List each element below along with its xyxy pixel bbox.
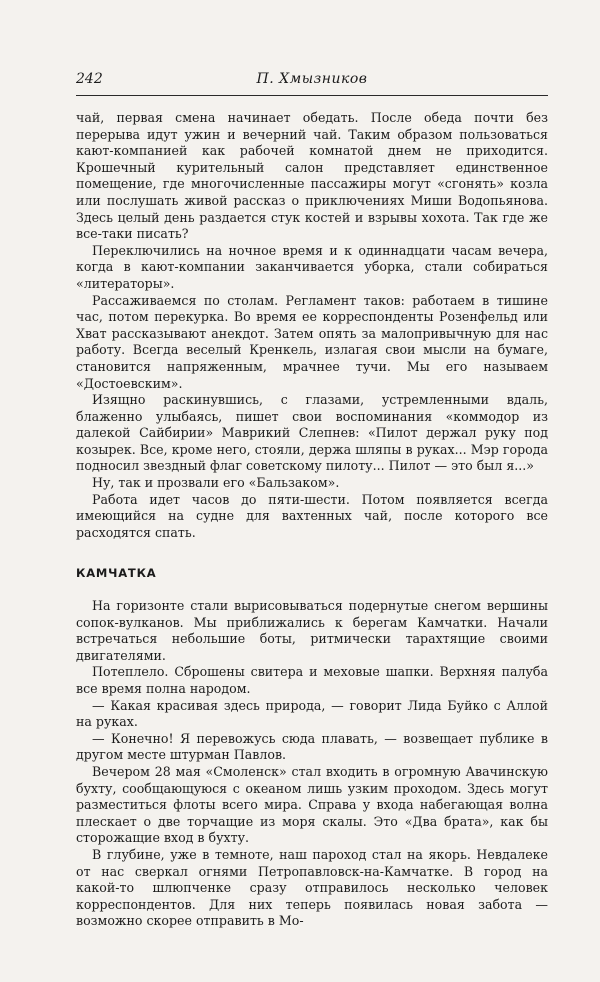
paragraph: Изящно раскинувшись, с глазами, устремленными вдаль, блаженно улыбаясь, пишет свои воспоминания «коммодор из далекой Сайбирии» Маврикий Слепнев: «Пилот держал руку под козырек. Все, кроме него, стояли, держа шляпы в руках... Мэр города подносил звездный флаг советскому пилоту... Пилот — это был я...» (76, 392, 548, 474)
paragraph: Потеплело. Сброшены свитера и меховые шапки. Верхняя палуба все время полна народом. (76, 664, 548, 696)
section-title: КАМЧАТКА (76, 566, 157, 581)
header-rule (76, 95, 548, 96)
page-body (76, 110, 548, 930)
running-header (76, 68, 548, 90)
paragraph: В глубине, уже в темноте, наш пароход стал на якорь. Невдалеке от нас сверкал огнями Петропавловск-на-Камчатке. В город на какой-то шлюпченке сразу отправилось несколько человек корреспондентов. Для них теперь появилась новая забота — возможно скорее отправить в Мо- (76, 846, 548, 929)
paragraph: Переключились на ночное время и к одиннадцати часам вечера, когда в кают-компании заканчивается уборка, стали собираться «литераторы». (76, 242, 548, 291)
page-number: 242 (76, 71, 103, 87)
paragraph: Работа идет часов до пяти-шести. Потом появляется всегда имеющийся на судне для вахтенных чай, после которого все расходятся спать. (76, 491, 548, 540)
running-title: П. Хмызников (256, 71, 368, 87)
paragraph: — Какая красивая здесь природа, — говорит Лида Буйко с Аллой на руках. (76, 697, 548, 730)
paragraph: — Конечно! Я перевожусь сюда плавать, — возвещает публике в другом месте штурман Павлов. (76, 730, 548, 763)
paragraph: На горизонте стали вырисовываться подернутые снегом вершины сопок-вулканов. Мы приближались к берегам Камчатки. Начали встречаться небольшие боты, ритмически тарахтящие своими двигателями. (76, 598, 548, 663)
paragraph: Рассаживаемся по столам. Регламент таков: работаем в тишине час, потом перекурка. Во время ее корреспонденты Розенфельд или Хват рассказывают анекдот. Затем опять за малопривычную для нас работу. Всегда веселый Кренкель, излагая свои мысли на бумаге, становится напряженным, мрачнее тучи. Мы его называем «Достоевским». (76, 292, 548, 391)
paragraph: Вечером 28 мая «Смоленск» стал входить в огромную Авачинскую бухту, сообщающуюся с океаном лишь узким проходом. Здесь могут разместиться флоты всего мира. Справа у входа набегающая волна плескает о две торчащие из моря скалы. Это «Два брата», как бы сторожащие вход в бухту. (76, 763, 548, 846)
paragraph: Ну, так и прозвали его «Бальзаком». (92, 475, 340, 491)
paragraph: чай, первая смена начинает обедать. После обеда почти без перерыва идут ужин и вечерний чай. Таким образом пользоваться кают-компанией как рабочей комнатой днем не приходится. Крошечный курительный салон представляет единственное помещение, где многочисленные пассажиры могут «сгонять» козла или послушать живой рассказ о приключениях Миши Водопьянова. Здесь целый день раздается стук костей и взрывы хохота. Так где же все-таки писать? (76, 110, 548, 242)
